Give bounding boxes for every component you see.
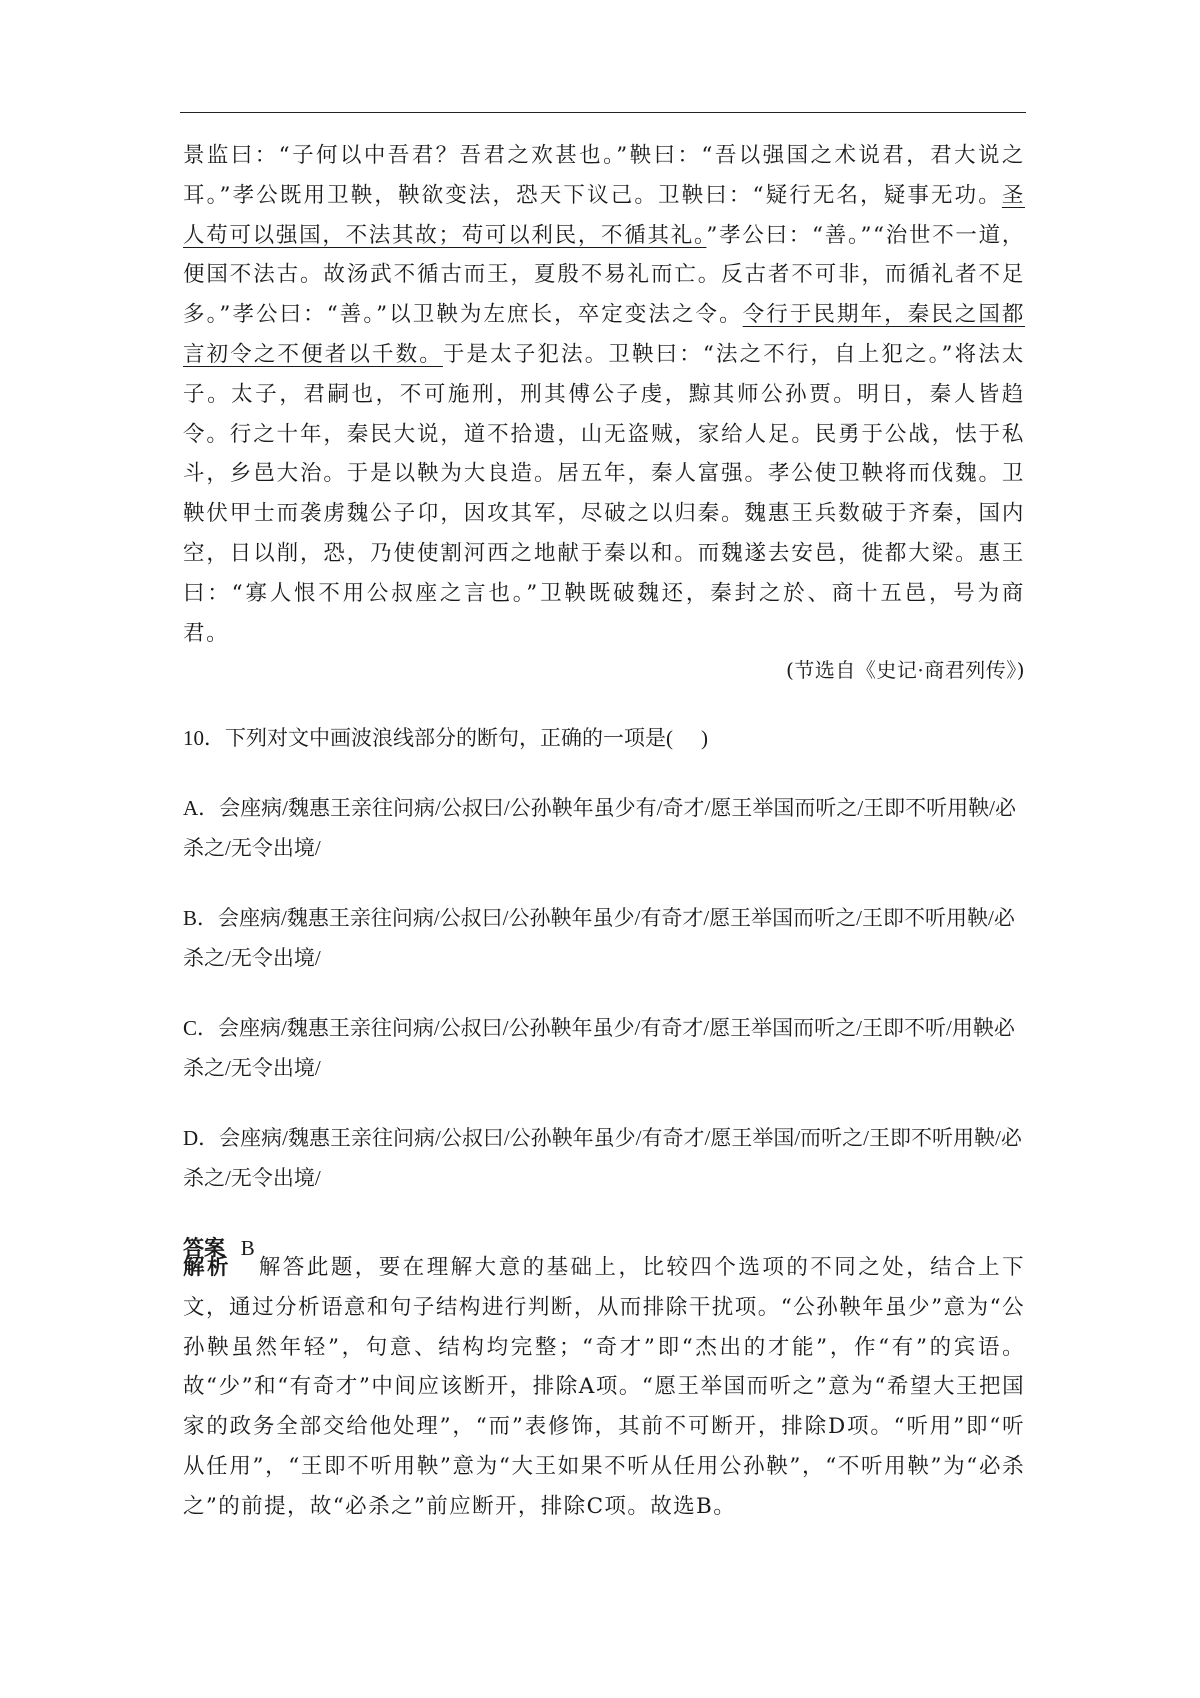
analysis-paragraph <box>183 1248 1025 1527</box>
classical-passage <box>183 136 1025 653</box>
passage-paragraph <box>183 136 1025 653</box>
analysis-label: 解析 <box>183 1255 231 1280</box>
question-stem-close: ) <box>701 726 708 750</box>
passage-text: 景监曰：“子何以中吾君？吾君之欢甚也。”鞅曰：“吾以强国之术说君，君大说之耳。”孝公既用卫鞅，鞅欲变法，恐天下议己。卫鞅曰：“疑行无名，疑事无功。 <box>183 143 1025 208</box>
passage-text: ”孝公曰：“善。”“治世不一道，便国不法古。故汤武不循古而王，夏殷不易礼而亡。反古者不可非，而循礼者不足多。”孝公曰：“善。”以卫鞅为左庶长，卒定变法之令。 <box>183 222 1025 328</box>
answer-value: B <box>240 1236 255 1260</box>
underlined-sentence: 圣人苟可以强国，不法其故；苟可以利民，不循其礼。 <box>183 182 1025 248</box>
question-stem-text: 10．下列对文中画波浪线部分的断句，正确的一项是( <box>183 726 673 750</box>
source-citation: (节选自《史记·商君列传》) <box>786 658 1025 682</box>
header-rule <box>180 112 1026 113</box>
answer-label: 答案 <box>183 1236 225 1260</box>
option-a: A．会座病/魏惠王亲往问病/公叔曰/公孙鞅年虽少有/奇才/愿王举国而听之/王即不听用鞅/必杀之/无令出境/ <box>183 796 1017 860</box>
analysis-block <box>183 1248 1025 1527</box>
passage-text: 于是太子犯法。卫鞅曰：“法之不行，自上犯之。”将法太子。太子，君嗣也，不可施刑，刑其傅公子虔，黥其师公孙贾。明日，秦人皆趋令。行之十年，秦民大说，道不拾遗，山无盗贼，家给人足。民勇于公战，怯于私斗，乡邑大治。于是以鞅为大良造。居五年，秦人富强。孝公使卫鞅将而伐魏。卫鞅伏甲士而袭虏魏公子卬，因攻其军，尽破之以归秦。魏惠王兵数破于齐秦，国内空，日以削，恐，乃使使割河西之地献于秦以和。而魏遂去安邑，徙都大梁。惠王曰：“寡人恨不用公叔座之言也。”卫鞅既破魏还，秦封之於、商十五邑，号为商君。 <box>183 341 1025 646</box>
underlined-sentence: 令行于民期年，秦民之国都言初令之不便者以千数。 <box>183 302 1026 367</box>
option-d: D．会座病/魏惠王亲往问病/公叔曰/公孙鞅年虽少/有奇才/愿王举国/而听之/王即不听用鞅/必杀之/无令出境/ <box>183 1126 1022 1190</box>
question-block <box>183 718 1025 1268</box>
option-c: C．会座病/魏惠王亲往问病/公叔曰/公孙鞅年虽少/有奇才/愿王举国而听之/王即不听/用鞅必杀之/无令出境/ <box>183 1016 1015 1080</box>
analysis-text: 解答此题，要在理解大意的基础上，比较四个选项的不同之处，结合上下文，通过分析语意和句子结构进行判断，从而排除干扰项。“公孙鞅年虽少”意为“公孙鞅虽然年轻”，句意、结构均完整；“奇才”即“杰出的才能”，作“有”的宾语。故“少”和“有奇才”中间应该断开，排除A项。“愿王举国而听之”意为“希望大王把国家的政务全部交给他处理”，“而”表修饰，其前不可断开，排除D项。“听用”即“听从任用”，“王即不听用鞅”意为“大王如果不听从任用公孙鞅”，“不听用鞅”为“必杀之”的前提，故“必杀之”前应断开，排除C项。故选B。 <box>183 1255 1025 1519</box>
question-stem <box>183 718 1025 758</box>
option-b: B．会座病/魏惠王亲往问病/公叔曰/公孙鞅年虽少/有奇才/愿王举国而听之/王即不听用鞅/必杀之/无令出境/ <box>183 906 1015 970</box>
